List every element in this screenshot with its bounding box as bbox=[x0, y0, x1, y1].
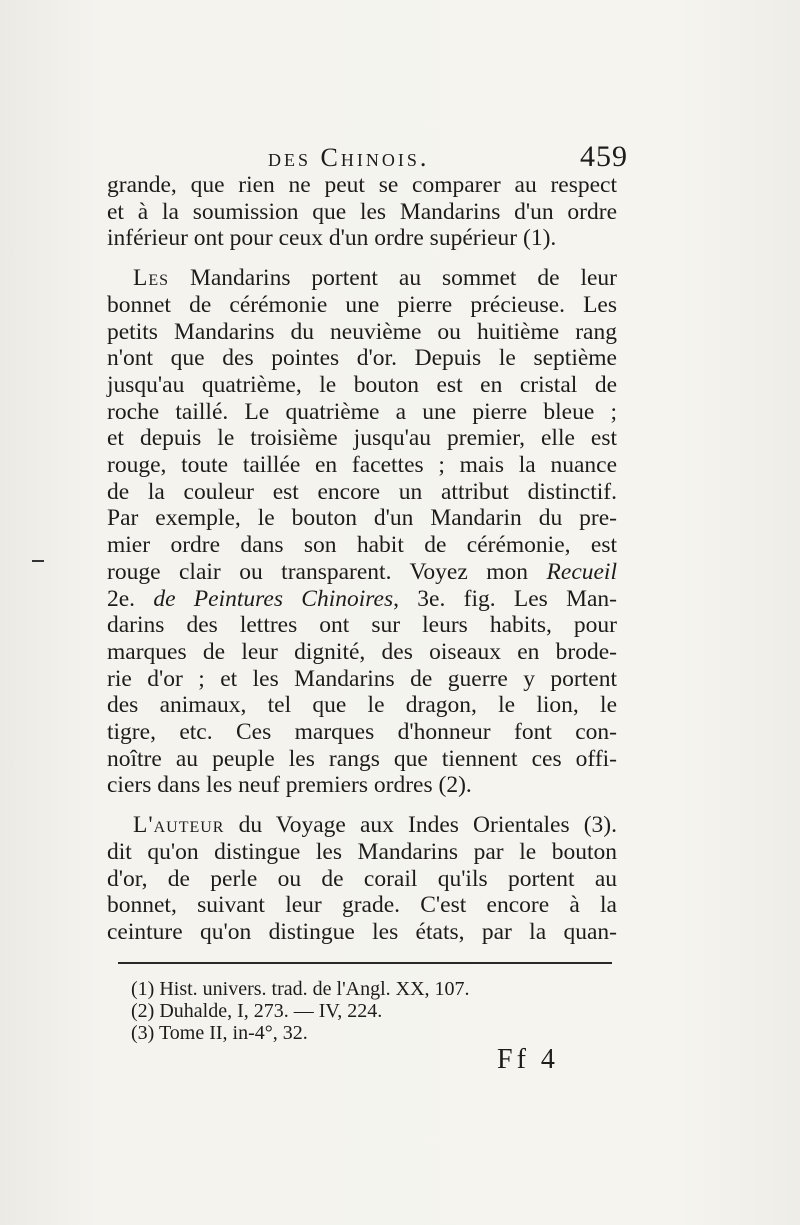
text-line: Les Mandarins portent au sommet de leur bbox=[133, 265, 617, 292]
text-line: rouge clair ou transparent. Voyez mon Recueil bbox=[107, 558, 617, 585]
signature-mark: Ff 4 bbox=[497, 1044, 559, 1075]
footnote: (3) Tome II, in-4°, 32. bbox=[131, 1022, 308, 1044]
footnotes bbox=[131, 978, 551, 1044]
text-line: ceinture qu'on distingue les états, par la quan- bbox=[107, 918, 617, 945]
text-line: n'ont que des pointes d'or. Depuis le septième bbox=[107, 345, 617, 372]
text-line: 2e. de Peintures Chinoires, 3e. fig. Les Man- bbox=[107, 585, 617, 612]
text-line: de la couleur est encore un attribut distinctif. bbox=[107, 478, 617, 505]
page-body bbox=[107, 172, 617, 946]
footnote: (1) Hist. univers. trad. de l'Angl. XX, 107. bbox=[131, 978, 470, 1000]
text-line: inférieur ont pour ceux d'un ordre supérieur (1). bbox=[107, 225, 557, 252]
text-line: roche taillé. Le quatrième a une pierre bleue ; bbox=[107, 398, 617, 425]
running-title: des Chinois. bbox=[268, 143, 430, 172]
text-line: marques de leur dignité, des oiseaux en brode- bbox=[107, 638, 617, 665]
text-line: mier ordre dans son habit de cérémonie, est bbox=[107, 532, 617, 559]
running-header bbox=[268, 140, 628, 176]
text-line: darins des lettres ont sur leurs habits, pour bbox=[107, 612, 617, 639]
text-line: rie d'or ; et les Mandarins de guerre y portent bbox=[107, 665, 617, 692]
margin-dash bbox=[32, 560, 44, 562]
text-line: ciers dans les neuf premiers ordres (2). bbox=[107, 772, 472, 799]
italic-title: de Peintures Chinoires bbox=[153, 585, 394, 612]
footnote: (2) Duhalde, I, 273. — IV, 224. bbox=[131, 1000, 383, 1022]
text-line: noître au peuple les rangs que tiennent ces offi- bbox=[107, 745, 617, 772]
text-line: dit qu'on distingue les Mandarins par le bouton bbox=[107, 838, 617, 865]
text-line: L'auteur du Voyage aux Indes Orientales (3). bbox=[133, 812, 617, 839]
text-line: jusqu'au quatrième, le bouton est en cristal de bbox=[107, 371, 617, 398]
paragraph-lead: Les bbox=[133, 265, 170, 292]
italic-title: Recueil bbox=[546, 558, 617, 585]
text-line: d'or, de perle ou de corail qu'ils portent au bbox=[107, 865, 617, 892]
paragraph-lead: L'auteur bbox=[133, 812, 225, 839]
text-line: grande, que rien ne peut se comparer au respect bbox=[107, 172, 617, 198]
text-line: rouge, toute taillée en facettes ; mais la nuance bbox=[107, 452, 617, 479]
text-line: petits Mandarins du neuvième ou huitième rang bbox=[107, 318, 617, 345]
text-line: et à la soumission que les Mandarins d'un ordre bbox=[107, 198, 617, 225]
text-line: tigre, etc. Ces marques d'honneur font con- bbox=[107, 719, 617, 746]
text-line: Par exemple, le bouton d'un Mandarin du pre- bbox=[107, 505, 617, 532]
footnote-rule bbox=[118, 962, 612, 964]
text-line: bonnet, suivant leur grade. C'est encore à la bbox=[107, 892, 617, 919]
text-line: bonnet de cérémonie une pierre précieuse. Les bbox=[107, 291, 617, 318]
text-line: et depuis le troisième jusqu'au premier, elle est bbox=[107, 425, 617, 452]
text-line: des animaux, tel que le dragon, le lion, le bbox=[107, 692, 617, 719]
page-number: 459 bbox=[580, 140, 628, 173]
